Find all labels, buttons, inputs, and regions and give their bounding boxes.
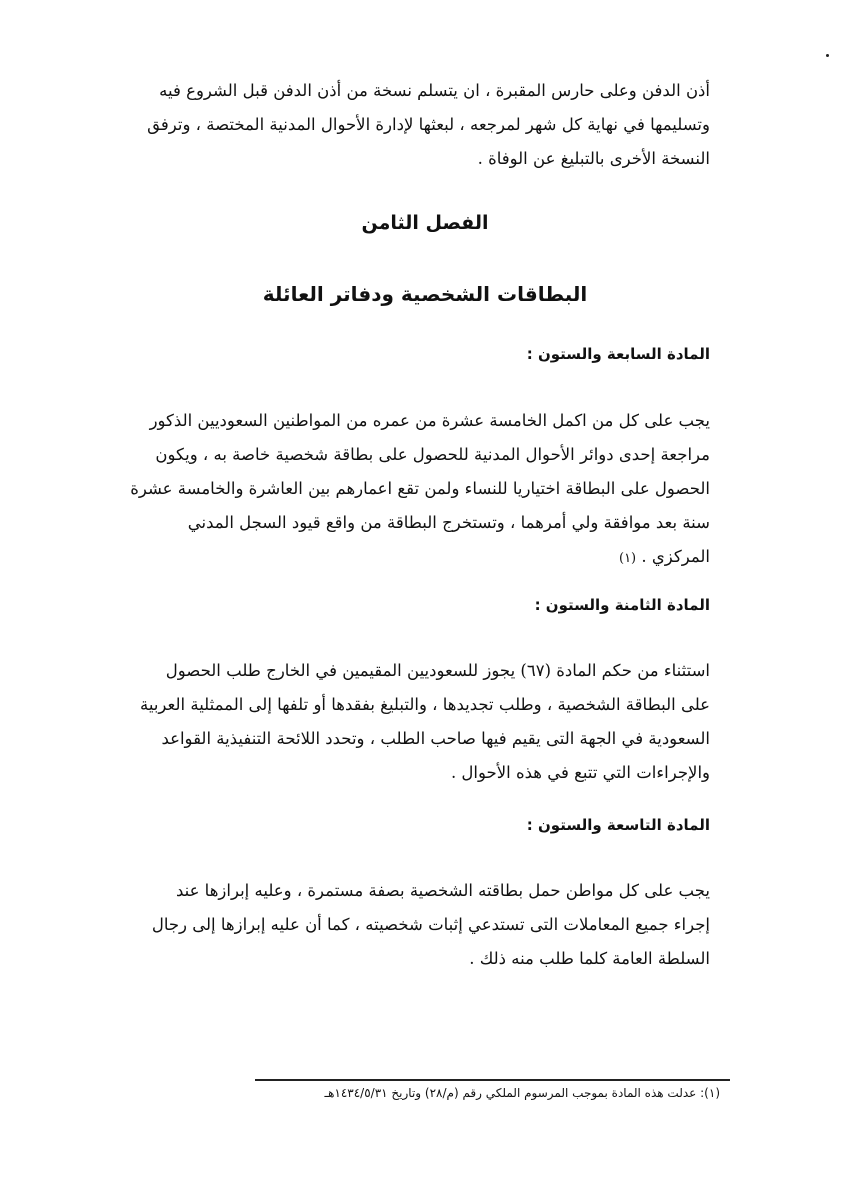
text-line [120, 540, 710, 576]
text-line: استثناء من حكم المادة (٦٧) يجوز للسعوديين المقيمين في الخارج طلب الحصول [165, 661, 710, 680]
text-line: سنة بعد موافقة ولي أمرهما ، وتستخرج البطاقة من واقع قيود السجل المدني [187, 513, 710, 532]
article-67-body [120, 404, 710, 576]
text-line: أذن الدفن وعلى حارس المقبرة ، ان يتسلم نسخة من أذن الدفن قبل الشروع فيه [159, 81, 710, 100]
article-69-body [120, 874, 710, 976]
footnote-reference: (١) [618, 551, 637, 566]
chapter-subtitle: البطاقات الشخصية ودفاتر العائلة [262, 282, 588, 306]
footnote-divider [255, 1079, 730, 1081]
text-line-end: المركزي . [641, 547, 710, 566]
article-69-title: المادة التاسعة والستون : [526, 816, 710, 834]
article-68-title: المادة الثامنة والستون : [534, 596, 710, 614]
text-line: النسخة الأخرى بالتبليغ عن الوفاة . [477, 149, 710, 168]
chapter-title: الفصل الثامن [361, 212, 489, 234]
article-68-body [120, 654, 710, 790]
text-line: إجراء جميع المعاملات التى تستدعي إثبات شخصيته ، كما أن عليه إبرازها إلى رجال [151, 915, 710, 934]
continuation-paragraph [120, 74, 710, 176]
scan-speck [826, 54, 829, 57]
text-line: على البطاقة الشخصية ، وطلب تجديدها ، والتبليغ بفقدها أو تلفها إلى الممثلية العربية [140, 695, 710, 714]
article-67-title: المادة السابعة والستون : [526, 345, 710, 363]
text-line: السلطة العامة كلما طلب منه ذلك . [469, 949, 710, 968]
text-line: يجب على كل من اكمل الخامسة عشرة من عمره من المواطنين السعوديين الذكور [149, 411, 710, 430]
text-line: وتسليمها في نهاية كل شهر لمرجعه ، لبعثها لإدارة الأحوال المدنية المختصة ، وترفق [147, 115, 710, 134]
text-line: والإجراءات التي تتبع في هذه الأحوال . [450, 763, 710, 782]
footnote: (١): عدلت هذه المادة بموجب المرسوم الملكي رقم (م/٢٨) وتاريخ ١٤٣٤/٥/٣١هـ [324, 1086, 720, 1100]
text-line: الحصول على البطاقة اختياريا للنساء ولمن تقع اعمارهم بين العاشرة والخامسة عشرة [130, 479, 710, 498]
text-line: السعودية في الجهة التى يقيم فيها صاحب الطلب ، وتحدد اللائحة التنفيذية القواعد [161, 729, 710, 748]
text-line: مراجعة إحدى دوائر الأحوال المدنية للحصول على بطاقة شخصية خاصة به ، ويكون [155, 445, 710, 464]
text-line: يجب على كل مواطن حمل بطاقته الشخصية بصفة مستمرة ، وعليه إبرازها عند [175, 881, 710, 900]
